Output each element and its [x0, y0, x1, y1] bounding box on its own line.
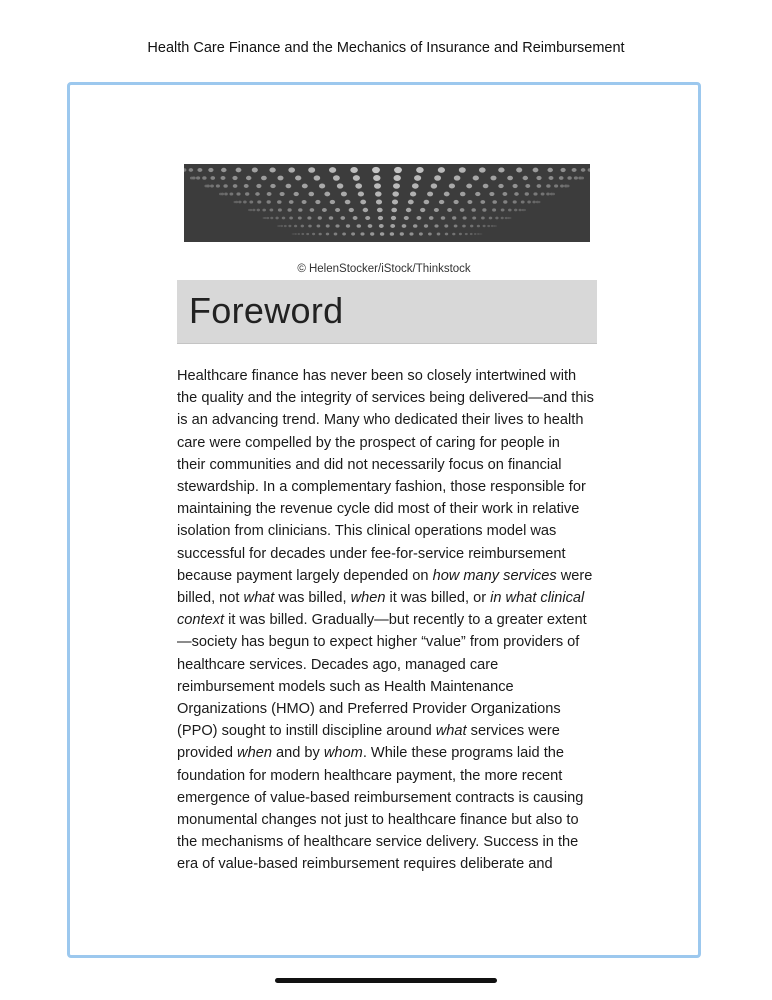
text-line	[177, 432, 601, 454]
text-segment: Healthcare finance has never been so closely intertwined with	[177, 368, 577, 384]
text-segment: —society has begun to expect higher “value” from providers of	[177, 634, 580, 651]
italic-text: when	[237, 745, 272, 762]
text-segment: foundation for modern healthcare payment, the more recent	[177, 767, 563, 784]
text-line	[177, 587, 601, 609]
italic-text: in what clinical	[490, 590, 585, 607]
text-line	[177, 654, 601, 676]
text-segment: was billed,	[274, 590, 351, 607]
text-line	[177, 720, 601, 742]
text-line	[177, 565, 601, 587]
text-segment: their communities and did not necessarily focus on financial	[177, 456, 562, 473]
text-segment: it was billed. Gradually—but recently to a greater extent	[224, 612, 587, 629]
chapter-heading: Foreword	[189, 290, 344, 331]
italic-text: context	[177, 612, 225, 629]
text-segment: were	[556, 567, 593, 584]
text-line	[177, 520, 601, 542]
text-line	[177, 809, 601, 831]
italic-text: whom	[323, 745, 363, 762]
text-segment: healthcare services. Decades ago, managed care	[177, 656, 499, 673]
italic-text: what	[243, 590, 275, 607]
text-segment: maintaining the revenue cycle did most of their work in relative	[177, 501, 580, 518]
text-line	[177, 787, 601, 809]
foreword-body-text	[177, 365, 601, 876]
text-segment: the mechanisms of healthcare service delivery. Success in the	[177, 834, 579, 851]
text-segment: (PPO) sought to instill discipline around	[177, 723, 436, 740]
italic-text: when	[350, 590, 386, 607]
book-title: Health Care Finance and the Mechanics of Insurance and Reimbursement	[147, 40, 625, 56]
text-segment: stewardship. In a complementary fashion, those responsible for	[177, 479, 586, 496]
text-line	[177, 409, 601, 431]
italic-text: what	[435, 723, 467, 740]
text-segment: it was billed, or	[385, 590, 491, 607]
text-line	[177, 454, 601, 476]
text-segment: successful for decades under fee-for-service reimbursement	[177, 545, 566, 562]
book-page[interactable]	[67, 82, 701, 958]
text-line	[177, 631, 601, 653]
text-segment: and by	[271, 745, 324, 762]
text-segment: emergence of value-based reimbursement contracts is causing	[177, 789, 584, 806]
text-line	[177, 476, 601, 498]
text-line	[177, 676, 601, 698]
text-segment: era of value-based reimbursement requires deliberate and	[177, 856, 553, 873]
text-line	[177, 742, 601, 764]
text-segment: services were	[466, 723, 560, 740]
chapter-banner-image	[184, 164, 590, 242]
text-segment: isolation from clinicians. This clinical operations model was	[177, 523, 557, 540]
text-segment: . While these programs laid the	[362, 745, 564, 762]
text-segment: because payment largely depended on	[177, 567, 433, 584]
text-segment: reimbursement models such as Health Maintenance	[177, 678, 514, 695]
text-segment: care were compelled by the prospect of caring for people in	[177, 434, 560, 451]
text-segment: the quality and the integrity of services being delivered—and this	[177, 390, 594, 407]
chapter-heading-box	[177, 280, 597, 344]
text-line	[177, 387, 601, 409]
image-credit: © HelenStocker/iStock/Thinkstock	[297, 263, 471, 275]
text-segment: provided	[177, 745, 238, 762]
text-line	[177, 765, 601, 787]
text-line	[177, 853, 601, 875]
home-indicator[interactable]	[275, 978, 497, 983]
text-segment: monumental changes not just to healthcare finance but also to	[177, 812, 579, 829]
text-line	[177, 609, 601, 631]
text-segment: is an advancing trend. Many who dedicated their lives to health	[177, 412, 584, 429]
text-line	[177, 543, 601, 565]
text-line	[177, 498, 601, 520]
text-line	[177, 831, 601, 853]
text-line	[177, 365, 601, 387]
text-segment: Organizations (HMO) and Preferred Provider Organizations	[177, 701, 561, 718]
text-line	[177, 698, 601, 720]
text-segment: billed, not	[177, 590, 244, 607]
italic-text: how many services	[432, 567, 557, 584]
